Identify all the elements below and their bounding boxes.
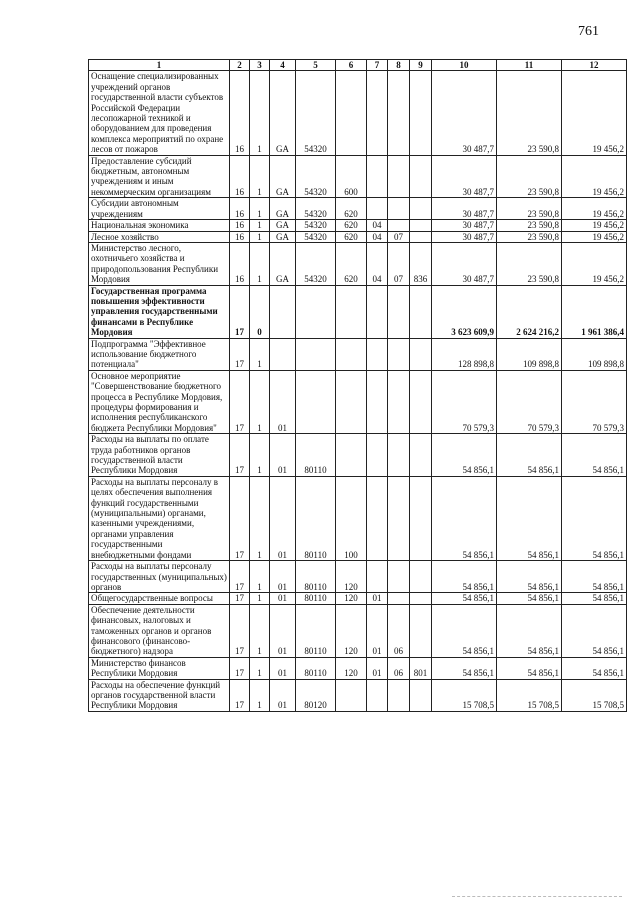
table-row (89, 657, 627, 679)
code-main-event: GA (270, 71, 296, 155)
amount-col-10: 30 487,7 (432, 220, 497, 231)
table-row (89, 198, 627, 220)
code-program: 17 (230, 604, 250, 657)
amount-col-11: 15 708,5 (497, 679, 562, 711)
amount-col-12: 70 579,3 (562, 370, 627, 433)
amount-col-11: 70 579,3 (497, 370, 562, 433)
code-expense-type: 620 (336, 242, 367, 285)
amount-col-11: 23 590,8 (497, 71, 562, 155)
code-section: 04 (367, 242, 388, 285)
code-subprogram: 0 (250, 285, 270, 338)
amount-col-12: 19 456,2 (562, 231, 627, 242)
amount-col-10: 3 623 609,9 (432, 285, 497, 338)
code-subsection (388, 593, 410, 604)
amount-col-12: 1 961 386,4 (562, 285, 627, 338)
code-subprogram: 1 (250, 657, 270, 679)
row-name: Оснащение специализированных учреждений органов государственной власти субъектов Российской Федерации лесопожарной техникой и оборудованием для проведения комплекса мероприятий по охране лесов от пожаров (89, 71, 230, 155)
column-header: 3 (250, 60, 270, 71)
code-section: 04 (367, 220, 388, 231)
code-program: 17 (230, 370, 250, 433)
code-ministry (410, 220, 432, 231)
column-header: 8 (388, 60, 410, 71)
amount-col-11: 109 898,8 (497, 338, 562, 370)
column-header: 2 (230, 60, 250, 71)
code-program: 16 (230, 242, 250, 285)
code-main-event: 01 (270, 370, 296, 433)
row-name: Национальная экономика (89, 220, 230, 231)
code-expense-type: 120 (336, 593, 367, 604)
amount-col-12: 19 456,2 (562, 155, 627, 198)
amount-col-10: 54 856,1 (432, 604, 497, 657)
code-program: 16 (230, 71, 250, 155)
code-ministry (410, 338, 432, 370)
code-section (367, 370, 388, 433)
code-direction (296, 338, 336, 370)
code-main-event: GA (270, 231, 296, 242)
amount-col-11: 23 590,8 (497, 242, 562, 285)
row-name: Расходы на выплаты персоналу в целях обеспечения выполнения функций государственными (муниципальными) органами, казенными учреждениями, органами управления государственными внебюджетными фондами (89, 476, 230, 560)
code-main-event: 01 (270, 657, 296, 679)
code-section (367, 338, 388, 370)
code-subprogram: 1 (250, 561, 270, 593)
column-header: 10 (432, 60, 497, 71)
table-row (89, 476, 627, 560)
code-section: 01 (367, 657, 388, 679)
code-subprogram: 1 (250, 434, 270, 477)
code-section: 01 (367, 593, 388, 604)
amount-col-10: 54 856,1 (432, 593, 497, 604)
code-direction: 80110 (296, 476, 336, 560)
column-header: 4 (270, 60, 296, 71)
code-direction: 54320 (296, 220, 336, 231)
table-row (89, 593, 627, 604)
code-section (367, 434, 388, 477)
code-section (367, 476, 388, 560)
code-subsection: 06 (388, 604, 410, 657)
code-program: 16 (230, 220, 250, 231)
code-expense-type (336, 338, 367, 370)
code-section (367, 155, 388, 198)
amount-col-10: 128 898,8 (432, 338, 497, 370)
table-row (89, 71, 627, 155)
column-header: 1 (89, 60, 230, 71)
code-section (367, 71, 388, 155)
code-subsection (388, 679, 410, 711)
amount-col-12: 19 456,2 (562, 198, 627, 220)
code-subprogram: 1 (250, 198, 270, 220)
amount-col-10: 54 856,1 (432, 657, 497, 679)
row-name: Государственная программа повышения эффективности управления государственными финансами в Республике Мордовия (89, 285, 230, 338)
table-row (89, 155, 627, 198)
code-section (367, 679, 388, 711)
amount-col-10: 30 487,7 (432, 155, 497, 198)
amount-col-10: 30 487,7 (432, 71, 497, 155)
row-name: Предоставление субсидий бюджетным, автономным учреждениям и иным некоммерческим организациям (89, 155, 230, 198)
code-expense-type: 120 (336, 604, 367, 657)
code-subprogram: 1 (250, 338, 270, 370)
code-direction: 80110 (296, 604, 336, 657)
amount-col-12: 109 898,8 (562, 338, 627, 370)
code-direction: 80120 (296, 679, 336, 711)
code-subprogram: 1 (250, 242, 270, 285)
code-main-event: GA (270, 242, 296, 285)
code-ministry (410, 285, 432, 338)
table-row (89, 370, 627, 433)
amount-col-11: 54 856,1 (497, 434, 562, 477)
code-direction: 80110 (296, 593, 336, 604)
code-expense-type (336, 71, 367, 155)
table-row (89, 242, 627, 285)
amount-col-11: 2 624 216,2 (497, 285, 562, 338)
code-ministry (410, 198, 432, 220)
row-name: Субсидии автономным учреждениям (89, 198, 230, 220)
code-subprogram: 1 (250, 679, 270, 711)
code-subsection (388, 155, 410, 198)
table-header-row (89, 60, 627, 71)
table-row (89, 604, 627, 657)
table-row (89, 434, 627, 477)
table-row (89, 679, 627, 711)
column-header: 5 (296, 60, 336, 71)
code-direction: 54320 (296, 231, 336, 242)
amount-col-10: 30 487,7 (432, 198, 497, 220)
column-header: 7 (367, 60, 388, 71)
code-ministry (410, 71, 432, 155)
code-main-event: 01 (270, 679, 296, 711)
table-row (89, 338, 627, 370)
amount-col-10: 30 487,7 (432, 242, 497, 285)
row-name: Расходы на выплаты по оплате труда работников органов государственной власти Республики Мордовия (89, 434, 230, 477)
amount-col-12: 19 456,2 (562, 71, 627, 155)
code-subsection: 07 (388, 242, 410, 285)
code-expense-type (336, 434, 367, 477)
table-row (89, 285, 627, 338)
column-header: 12 (562, 60, 627, 71)
code-subprogram: 1 (250, 604, 270, 657)
amount-col-12: 54 856,1 (562, 657, 627, 679)
code-ministry (410, 561, 432, 593)
code-expense-type: 120 (336, 657, 367, 679)
code-ministry: 801 (410, 657, 432, 679)
table-row (89, 220, 627, 231)
code-main-event: GA (270, 220, 296, 231)
amount-col-12: 19 456,2 (562, 220, 627, 231)
amount-col-11: 23 590,8 (497, 155, 562, 198)
code-main-event (270, 338, 296, 370)
amount-col-12: 54 856,1 (562, 593, 627, 604)
code-program: 16 (230, 198, 250, 220)
amount-col-12: 54 856,1 (562, 561, 627, 593)
row-name: Обеспечение деятельности финансовых, налоговых и таможенных органов и органов финансового (финансово-бюджетного) надзора (89, 604, 230, 657)
code-expense-type: 620 (336, 220, 367, 231)
amount-col-10: 54 856,1 (432, 561, 497, 593)
code-program: 17 (230, 593, 250, 604)
code-direction: 80110 (296, 434, 336, 477)
code-subsection (388, 285, 410, 338)
code-program: 17 (230, 561, 250, 593)
code-program: 17 (230, 338, 250, 370)
code-program: 17 (230, 679, 250, 711)
row-name: Основное мероприятие "Совершенствование бюджетного процесса в Республике Мордовия, процедуры формирования и исполнения республиканского бюджета Республики Мордовия" (89, 370, 230, 433)
code-direction: 80110 (296, 561, 336, 593)
code-expense-type: 100 (336, 476, 367, 560)
code-subprogram: 1 (250, 71, 270, 155)
amount-col-11: 23 590,8 (497, 198, 562, 220)
code-expense-type: 620 (336, 198, 367, 220)
amount-col-11: 23 590,8 (497, 231, 562, 242)
amount-col-10: 54 856,1 (432, 476, 497, 560)
amount-col-11: 54 856,1 (497, 476, 562, 560)
code-ministry (410, 604, 432, 657)
code-program: 16 (230, 231, 250, 242)
amount-col-11: 54 856,1 (497, 604, 562, 657)
code-direction: 54320 (296, 71, 336, 155)
code-ministry (410, 679, 432, 711)
code-program: 17 (230, 476, 250, 560)
column-header: 11 (497, 60, 562, 71)
code-ministry (410, 370, 432, 433)
code-subsection (388, 71, 410, 155)
code-subprogram: 1 (250, 370, 270, 433)
code-ministry (410, 231, 432, 242)
code-subsection (388, 220, 410, 231)
code-section: 04 (367, 231, 388, 242)
row-name: Расходы на обеспечение функций органов государственной власти Республики Мордовия (89, 679, 230, 711)
amount-col-10: 15 708,5 (432, 679, 497, 711)
code-subsection (388, 561, 410, 593)
amount-col-11: 54 856,1 (497, 657, 562, 679)
code-main-event: 01 (270, 561, 296, 593)
code-subsection (388, 476, 410, 560)
table-body (89, 71, 627, 711)
code-ministry (410, 476, 432, 560)
code-expense-type (336, 679, 367, 711)
code-direction: 54320 (296, 242, 336, 285)
code-section: 01 (367, 604, 388, 657)
code-subsection (388, 434, 410, 477)
row-name: Лесное хозяйство (89, 231, 230, 242)
code-expense-type (336, 370, 367, 433)
table-row (89, 561, 627, 593)
amount-col-12: 15 708,5 (562, 679, 627, 711)
code-expense-type (336, 285, 367, 338)
row-name: Министерство лесного, охотничьего хозяйства и природопользования Республики Мордовия (89, 242, 230, 285)
code-program: 17 (230, 657, 250, 679)
code-ministry: 836 (410, 242, 432, 285)
amount-col-10: 30 487,7 (432, 231, 497, 242)
row-name: Министерство финансов Республики Мордовия (89, 657, 230, 679)
scan-edge-marks (452, 896, 622, 903)
page-number: 761 (578, 24, 599, 39)
amount-col-12: 19 456,2 (562, 242, 627, 285)
amount-col-11: 54 856,1 (497, 593, 562, 604)
amount-col-10: 70 579,3 (432, 370, 497, 433)
code-program: 16 (230, 155, 250, 198)
amount-col-12: 54 856,1 (562, 604, 627, 657)
code-direction (296, 285, 336, 338)
code-main-event: 01 (270, 604, 296, 657)
code-subsection (388, 370, 410, 433)
code-program: 17 (230, 285, 250, 338)
code-subsection (388, 198, 410, 220)
code-main-event: 01 (270, 593, 296, 604)
column-header: 9 (410, 60, 432, 71)
code-direction (296, 370, 336, 433)
code-main-event (270, 285, 296, 338)
amount-col-10: 54 856,1 (432, 434, 497, 477)
code-subprogram: 1 (250, 155, 270, 198)
code-subprogram: 1 (250, 220, 270, 231)
code-section (367, 198, 388, 220)
code-ministry (410, 434, 432, 477)
code-main-event: GA (270, 198, 296, 220)
code-main-event: GA (270, 155, 296, 198)
code-subsection (388, 338, 410, 370)
code-subprogram: 1 (250, 231, 270, 242)
budget-table (88, 59, 627, 712)
code-program: 17 (230, 434, 250, 477)
code-subsection: 06 (388, 657, 410, 679)
code-expense-type: 120 (336, 561, 367, 593)
amount-col-11: 23 590,8 (497, 220, 562, 231)
code-subsection: 07 (388, 231, 410, 242)
amount-col-12: 54 856,1 (562, 434, 627, 477)
code-direction: 80110 (296, 657, 336, 679)
code-main-event: 01 (270, 434, 296, 477)
column-header: 6 (336, 60, 367, 71)
code-direction: 54320 (296, 155, 336, 198)
code-expense-type: 620 (336, 231, 367, 242)
code-ministry (410, 155, 432, 198)
code-subprogram: 1 (250, 593, 270, 604)
amount-col-12: 54 856,1 (562, 476, 627, 560)
code-subprogram: 1 (250, 476, 270, 560)
code-main-event: 01 (270, 476, 296, 560)
row-name: Расходы на выплаты персоналу государственных (муниципальных) органов (89, 561, 230, 593)
code-ministry (410, 593, 432, 604)
code-expense-type: 600 (336, 155, 367, 198)
code-direction: 54320 (296, 198, 336, 220)
code-section (367, 285, 388, 338)
amount-col-11: 54 856,1 (497, 561, 562, 593)
table-row (89, 231, 627, 242)
row-name: Подпрограмма "Эффективное использование бюджетного потенциала" (89, 338, 230, 370)
code-section (367, 561, 388, 593)
row-name: Общегосударственные вопросы (89, 593, 230, 604)
